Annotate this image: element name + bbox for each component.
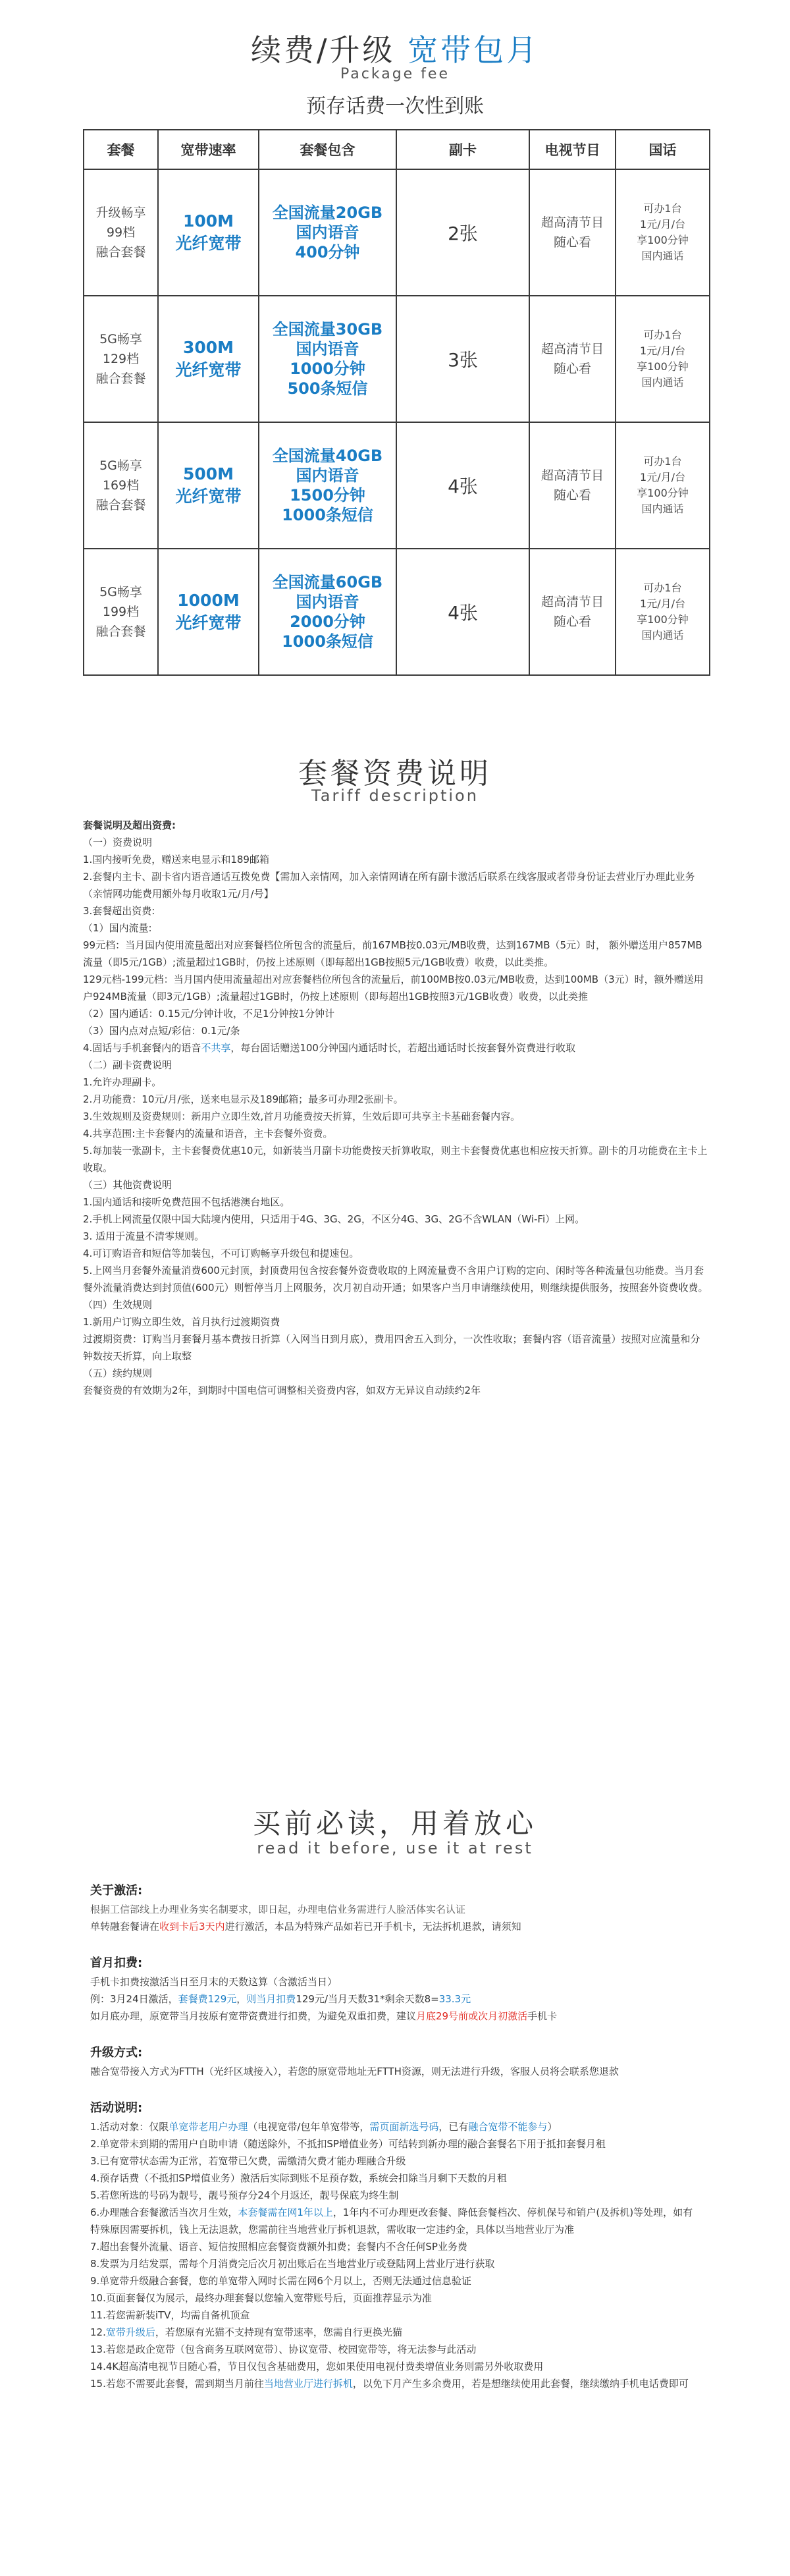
tariff-line: 2.月功能费：10元/月/张，送来电显示及189邮箱；最多可办理2张副卡。 [83, 1093, 404, 1105]
cell-package-name [84, 422, 158, 549]
notice-line-segment: ，以免下月产生多余费用，若是想继续使用此套餐，继续缴纳手机电话费即可 [352, 2378, 689, 2390]
cell-includes-line: 1000条短信 [282, 506, 373, 524]
tariff-line: 1.国内接听免费，赠送来电显示和189邮箱 [83, 854, 269, 865]
must-read-notes [90, 1881, 702, 2411]
package-fee-subtitle-en: Package fee [340, 66, 450, 82]
tariff-line: 2.套餐内主卡、副卡省内语音通话互拨免费【需加入亲情网，加入亲情网请在所有副卡激活后联系在线客服或者带身份证去营业厅办理此业务（亲情网功能费用额外每月收取1元/月/号】 [83, 871, 695, 900]
notice-line [90, 2152, 702, 2170]
cell-speed [158, 169, 259, 296]
cell-package-name-line: 5G畅享 [99, 332, 142, 346]
cell-fixed-phone-line: 享100分钟 [637, 234, 689, 246]
cell-fixed-phone [616, 422, 710, 549]
table-header-row [84, 130, 710, 169]
cell-speed-line: 光纤宽带 [175, 360, 242, 379]
tariff-line: 3.生效规则及资费规则：新用户立即生效,首月功能费按天折算，生效后即可共享主卡基础套餐内容。 [83, 1110, 521, 1122]
notice-block [90, 1954, 702, 2025]
tariff-line-segment: 4.固话与手机套餐内的语音 [83, 1042, 201, 1054]
table-row [84, 549, 710, 675]
cell-speed [158, 549, 259, 675]
cell-package-name-line: 99档 [106, 225, 136, 240]
notice-line-segment: ，1年内不可办理更改套餐、降低套餐档次、停机保号和销户(及拆机)等处理，如有特殊原因需要拆机，钱上无法退款，您需前往当地营业厅拆机退款，需收取一定违约金，具体以当地营业厅为准 [90, 2206, 693, 2235]
cell-includes-line: 全国流量20GB [272, 204, 383, 222]
cell-includes-line: 500条短信 [287, 379, 368, 398]
notice-line-segment: 融合宽带接入方式为FTTH（光纤区域接入），若您的原宽带地址无FTTH资源，则无法进行升级，客服人员将会联系您退款 [90, 2066, 619, 2077]
cell-includes-line: 全国流量30GB [272, 320, 383, 339]
header-speed: 宽带速率 [158, 130, 259, 169]
table-row [84, 422, 710, 549]
notice-line-segment: 则当月扣费 [246, 1993, 296, 2005]
cell-package-name-line: 融合套餐 [95, 245, 146, 260]
notice-line [90, 2341, 702, 2358]
notice-line [90, 1973, 702, 1990]
cell-tv-line: 超高清节目 [540, 215, 604, 230]
cell-sub-card [396, 549, 529, 675]
notice-line-segment: 9.单宽带升级融合套餐，您的单宽带入网时长需在网6个月以上，否则无法通过信息验证 [90, 2275, 471, 2287]
notice-line [90, 2187, 702, 2204]
notice-line-segment: 单宽带老用户办理 [169, 2121, 248, 2133]
cell-fixed-phone-line: 可办1台 [643, 329, 682, 341]
cell-package-name-line: 5G畅享 [99, 585, 142, 599]
tariff-line-segment: 不共享 [201, 1042, 231, 1054]
cell-sub-card [396, 422, 529, 549]
cell-includes [259, 549, 396, 675]
cell-fixed-phone-line: 国内通话 [641, 376, 684, 389]
cell-includes-line: 全国流量40GB [272, 447, 383, 465]
notice-line-segment: 进行激活，本品为特殊产品如若已开手机卡，无法拆机退款，请须知 [224, 1921, 521, 1932]
notice-line [90, 2375, 702, 2392]
notice-line-segment: 8.发票为月结发票，需每个月消费完后次月初出账后在当地营业厅或登陆网上营业厅进行获取 [90, 2258, 495, 2270]
cell-tv [529, 422, 616, 549]
cell-package-name-line: 升级畅享 [95, 206, 146, 220]
tariff-line: 3. 适用于流量不清零规则。 [83, 1230, 205, 1242]
tariff-line: （一）资费说明 [83, 836, 153, 848]
cell-sub-card-value: 4张 [448, 602, 478, 624]
tariff-line: （3）国内点对点短/彩信：0.1元/条 [83, 1025, 240, 1037]
tariff-line [83, 1039, 710, 1056]
cell-fixed-phone-line: 1元/月/台 [640, 218, 685, 231]
cell-includes-line: 1000分钟 [290, 360, 365, 378]
tariff-line: （三）其他资费说明 [83, 1179, 172, 1191]
notice-line [90, 2135, 702, 2152]
cell-sub-card-value: 3张 [448, 349, 478, 371]
notice-line [90, 2289, 702, 2307]
cell-tv [529, 296, 616, 422]
cell-includes-line: 2000分钟 [290, 613, 365, 631]
cell-tv-line: 超高清节目 [540, 468, 604, 483]
cell-package-name-line: 199档 [102, 605, 140, 619]
notice-line-segment: 1.活动对象：仅限 [90, 2121, 169, 2133]
notice-line-segment: ， [236, 1993, 247, 2005]
tariff-line: 1.国内通话和接听免费范围不包括港澳台地区。 [83, 1196, 290, 1208]
notice-line [90, 2255, 702, 2272]
notice-line-segment: 12. [90, 2326, 106, 2338]
cell-tv-line: 随心看 [553, 488, 591, 503]
cell-package-name-line: 5G畅享 [99, 458, 142, 473]
notice-line-segment: 7.超出套餐外流量、语音、短信按照相应套餐资费额外扣费；套餐内不含任何SP业务费 [90, 2241, 467, 2253]
notice-line-segment: 13.若您是政企宽带（包含商务互联网宽带）、协议宽带、校园宽带等，将无法参与此活动 [90, 2343, 477, 2355]
cell-speed [158, 296, 259, 422]
title-main: 续费/升级 [250, 32, 396, 68]
notice-line-segment: 融合宽带不能参与 [468, 2121, 548, 2133]
notice-line [90, 2272, 702, 2289]
notice-heading: 升级方式: [90, 2046, 143, 2060]
notice-line-segment: 如月底办理，原宽带当月按原有宽带资费进行扣费，为避免双重扣费，建议 [90, 2010, 417, 2022]
cell-includes [259, 169, 396, 296]
tariff-line: 1.新用户订购立即生效，首月执行过渡期资费 [83, 1316, 280, 1328]
cell-sub-card-value: 2张 [448, 223, 478, 244]
title-highlight: 宽带包月 [408, 32, 540, 68]
cell-includes-line: 1000条短信 [282, 632, 373, 651]
must-read-subtitle-en: read it before, use it at rest [257, 1839, 533, 1857]
header-includes: 套餐包含 [259, 130, 396, 169]
cell-tv-line: 超高清节目 [540, 595, 604, 609]
notice-line-segment: （电视宽带/包年单宽带等， [248, 2121, 370, 2133]
tariff-line: 5.每加装一张副卡，主卡套餐费优惠10元，如新装当月副卡功能费按天折算收取，则主卡套餐费优惠也相应按天折算。副卡的月功能费在主卡上收取。 [83, 1145, 708, 1174]
tariff-line: 129元档-199元档：当月国内使用流量超出对应套餐档位所包含的流量后，前100MB按0.03元/MB收费，达到100MB（3元）时，额外赠送用户924MB流量（即3元/1GB）;流量超过1GB时，仍按上述原则（即每超出1GB按照3元/1GB收费）收费，以此类推 [83, 973, 704, 1002]
tariff-description [83, 817, 710, 1399]
notice-line [90, 1990, 702, 2008]
cell-fixed-phone-line: 国内通话 [641, 250, 684, 262]
tariff-line: 1.允许办理副卡。 [83, 1076, 162, 1088]
tariff-line: 4.共享范围:主卡套餐内的流量和语音，主卡套餐外资费。 [83, 1128, 333, 1139]
notice-line-segment: 本套餐需在网1年以上 [238, 2206, 333, 2218]
cell-speed-line: 1000M [177, 591, 240, 610]
tariff-subtitle-en: Tariff description [311, 786, 479, 805]
cell-fixed-phone-line: 国内通话 [641, 629, 684, 642]
notice-line [90, 2118, 702, 2135]
notice-line [90, 2324, 702, 2341]
notice-line-segment: 15.若您不需要此套餐，需到期当月前往 [90, 2378, 264, 2390]
notice-line-segment: ，若您原有光猫不支持现有宽带速率，您需自行更换光猫 [155, 2326, 402, 2338]
cell-fixed-phone-line: 1元/月/台 [640, 471, 685, 483]
notice-block [90, 2098, 702, 2392]
cell-tv-line: 随心看 [553, 615, 591, 629]
notice-line-segment: 例：3月24日激活， [90, 1993, 178, 2005]
cell-includes-line: 国内语音 [296, 593, 359, 611]
notice-line [90, 1918, 702, 1935]
notice-line-segment: 6.办理融合套餐激活当次月生效， [90, 2206, 238, 2218]
header-package: 套餐 [84, 130, 158, 169]
notice-line-segment: 手机卡 [527, 2010, 558, 2022]
notice-line [90, 2238, 702, 2255]
cell-package-name [84, 169, 158, 296]
notice-line [90, 2204, 702, 2238]
cell-fixed-phone [616, 549, 710, 675]
cell-package-name [84, 296, 158, 422]
notice-line-segment: 10.页面套餐仅为展示，最终办理套餐以您输入宽带账号后，页面推荐显示为准 [90, 2292, 432, 2304]
cell-includes-line: 全国流量60GB [272, 573, 383, 591]
notice-line-segment: 需页面新选号码 [369, 2121, 439, 2133]
cell-tv [529, 549, 616, 675]
cell-includes [259, 296, 396, 422]
cell-tv [529, 169, 616, 296]
cell-fixed-phone-line: 可办1台 [643, 455, 682, 468]
tariff-line: 套餐资费的有效期为2年，到期时中国电信可调整相关资费内容，如双方无异议自动续约2年 [83, 1384, 481, 1396]
cell-tv-line: 随心看 [553, 362, 591, 376]
notice-line [90, 2008, 702, 2025]
header-fixed-phone: 国话 [616, 130, 710, 169]
notice-line-segment: 4.预存话费（不抵扣SP增值业务）激活后实际到账不足预存数，系统会扣除当月剩下天数的月租 [90, 2172, 507, 2184]
tariff-title: 套餐资费说明 [298, 757, 492, 790]
notice-block [90, 2043, 702, 2080]
cell-includes-line: 400分钟 [295, 243, 360, 261]
notice-line [90, 2063, 702, 2080]
notice-line-segment: 手机卡扣费按激活当日至月末的天数这算（含激活当日） [90, 1976, 338, 1988]
cell-package-name-line: 169档 [102, 478, 140, 493]
cell-package-name-line: 129档 [102, 352, 140, 366]
notice-block [90, 1881, 702, 1935]
cell-fixed-phone-line: 享100分钟 [637, 360, 689, 373]
cell-speed-line: 光纤宽带 [175, 487, 242, 506]
notice-line-segment: 11.若您需新装iTV，均需自备机顶盒 [90, 2309, 250, 2321]
cell-includes-line: 国内语音 [296, 223, 359, 242]
tariff-line: 3.套餐超出资费: [83, 905, 155, 917]
cell-includes-line: 国内语音 [296, 340, 359, 358]
notice-line-segment: 当地营业厅进行拆机 [263, 2378, 353, 2390]
notice-line-segment: 14.4K超高清电视节目随心看，节目仅包含基础费用，您如果使用电视付费类增值业务则需另外收取费用 [90, 2361, 544, 2372]
cell-fixed-phone-line: 可办1台 [643, 202, 682, 215]
tariff-line: （2）国内通话：0.15元/分钟计收，不足1分钟按1分钟计 [83, 1008, 335, 1020]
cell-speed-line: 光纤宽带 [175, 613, 242, 632]
package-fee-subtitle: 预存话费一次性到账 [306, 95, 484, 118]
cell-sub-card-value: 4张 [448, 476, 478, 497]
tariff-line: 5.上网当月套餐外流量消费600元封顶，封顶费用包含按套餐外资费收取的上网流量费不含用户订购的定向、闲时等各种流量包功能费。当月套餐外流量消费达到封顶值(600元）则暂停当月上网服务，次月初自动开通；如果客户当月申请继续使用，则继续提供服务，按照套外资费收费。 [83, 1265, 708, 1294]
notice-line-segment: 收到卡后3天内 [159, 1921, 225, 1932]
must-read-title: 买前必读，用着放心 [252, 1807, 537, 1840]
package-price-table [83, 129, 710, 676]
cell-sub-card [396, 169, 529, 296]
cell-package-name-line: 融合套餐 [95, 624, 146, 639]
cell-tv-line: 超高清节目 [540, 342, 604, 356]
cell-includes [259, 422, 396, 549]
package-fee-title [0, 26, 790, 70]
cell-package-name-line: 融合套餐 [95, 498, 146, 512]
header-sub-card: 副卡 [396, 130, 529, 169]
tariff-line: 4.可订购语音和短信等加装包，不可订购畅享升级包和提速包。 [83, 1247, 359, 1259]
cell-package-name-line: 融合套餐 [95, 371, 146, 386]
notice-line-segment: 单转融套餐请在 [90, 1921, 160, 1932]
cell-speed-line: 100M [182, 211, 234, 231]
cell-fixed-phone-line: 国内通话 [641, 503, 684, 515]
notice-heading: 活动说明: [90, 2101, 143, 2115]
cell-includes-line: 1500分钟 [290, 486, 365, 505]
notice-line-segment: ，已有 [438, 2121, 469, 2133]
notice-line [90, 1901, 702, 1918]
cell-sub-card [396, 296, 529, 422]
cell-fixed-phone-line: 1元/月/台 [640, 344, 685, 357]
table-row [84, 169, 710, 296]
cell-fixed-phone-line: 享100分钟 [637, 487, 689, 499]
cell-package-name [84, 549, 158, 675]
notice-line-segment: 2.单宽带未到期的需用户自助申请（随送除外，不抵扣SP增值业务）可结转到新办理的融合套餐名下用于抵扣套餐月租 [90, 2138, 606, 2150]
notice-line-segment: 129元/当月天数31*剩余天数8= [296, 1993, 439, 2005]
cell-fixed-phone [616, 169, 710, 296]
notice-line [90, 2307, 702, 2324]
tariff-line: （五）续约规则 [83, 1367, 153, 1379]
cell-speed-line: 光纤宽带 [175, 234, 242, 253]
tariff-line-segment: ，每台固话赠送100分钟国内通话时长，若超出通话时长按套餐外资费进行收取 [230, 1042, 575, 1054]
notice-heading: 首月扣费: [90, 1956, 143, 1970]
notice-line-segment: 月底29号前或次月初激活 [416, 2010, 528, 2022]
notice-line-segment: 33.3元 [438, 1993, 471, 2005]
tariff-line: （二）副卡资费说明 [83, 1059, 172, 1071]
cell-speed [158, 422, 259, 549]
cell-fixed-phone-line: 享100分钟 [637, 613, 689, 626]
notice-line-segment: 根据工信部线上办理业务实名制要求，即日起，办理电信业务需进行人脸活体实名认证 [90, 1904, 466, 1915]
notice-line-segment: 宽带升级后 [105, 2326, 155, 2338]
header-tv: 电视节目 [529, 130, 616, 169]
notice-line [90, 2358, 702, 2375]
cell-tv-line: 随心看 [553, 235, 591, 250]
cell-fixed-phone [616, 296, 710, 422]
cell-speed-line: 500M [182, 464, 234, 483]
cell-speed-line: 300M [182, 338, 234, 357]
tariff-line: 2.手机上网流量仅限中国大陆境内使用，只适用于4G、3G、2G，不区分4G、3G、2G不含WLAN（Wi-Fi）上网。 [83, 1213, 585, 1225]
tariff-line: （1）国内流量: [83, 922, 152, 934]
notice-line [90, 2170, 702, 2187]
notice-line-segment: 套餐费129元 [178, 1993, 237, 2005]
tariff-line: 套餐说明及超出资费: [83, 819, 176, 831]
tariff-line: 过渡期资费：订购当月套餐月基本费按日折算（入网当日到月底），费用四舍五入到分，一次性收取；套餐内容（语音流量）按照对应流量和分钟数按天折算，向上取整 [83, 1333, 700, 1362]
notice-line-segment: 5.若您所选的号码为靓号，靓号预存分24个月返还，靓号保底为终生制 [90, 2189, 399, 2201]
notice-heading: 关于激活: [90, 1884, 143, 1898]
cell-fixed-phone-line: 1元/月/台 [640, 597, 685, 610]
tariff-line: 99元档：当月国内使用流量超出对应套餐档位所包含的流量后，前167MB按0.03元/MB收费，达到167MB（5元）时， 额外赠送用户857MB流量（即5元/1GB）;流量超过1GB时，仍按上述原则（即每超出1GB按照5元/1GB收费）收费，以此类推。 [83, 939, 702, 968]
cell-includes-line: 国内语音 [296, 466, 359, 485]
notice-line-segment: 3.已有宽带状态需为正常，若宽带已欠费，需缴清欠费才能办理融合升级 [90, 2155, 406, 2167]
cell-fixed-phone-line: 可办1台 [643, 582, 682, 594]
table-row [84, 296, 710, 422]
tariff-line: （四）生效规则 [83, 1299, 153, 1311]
notice-line-segment: ） [547, 2121, 558, 2133]
